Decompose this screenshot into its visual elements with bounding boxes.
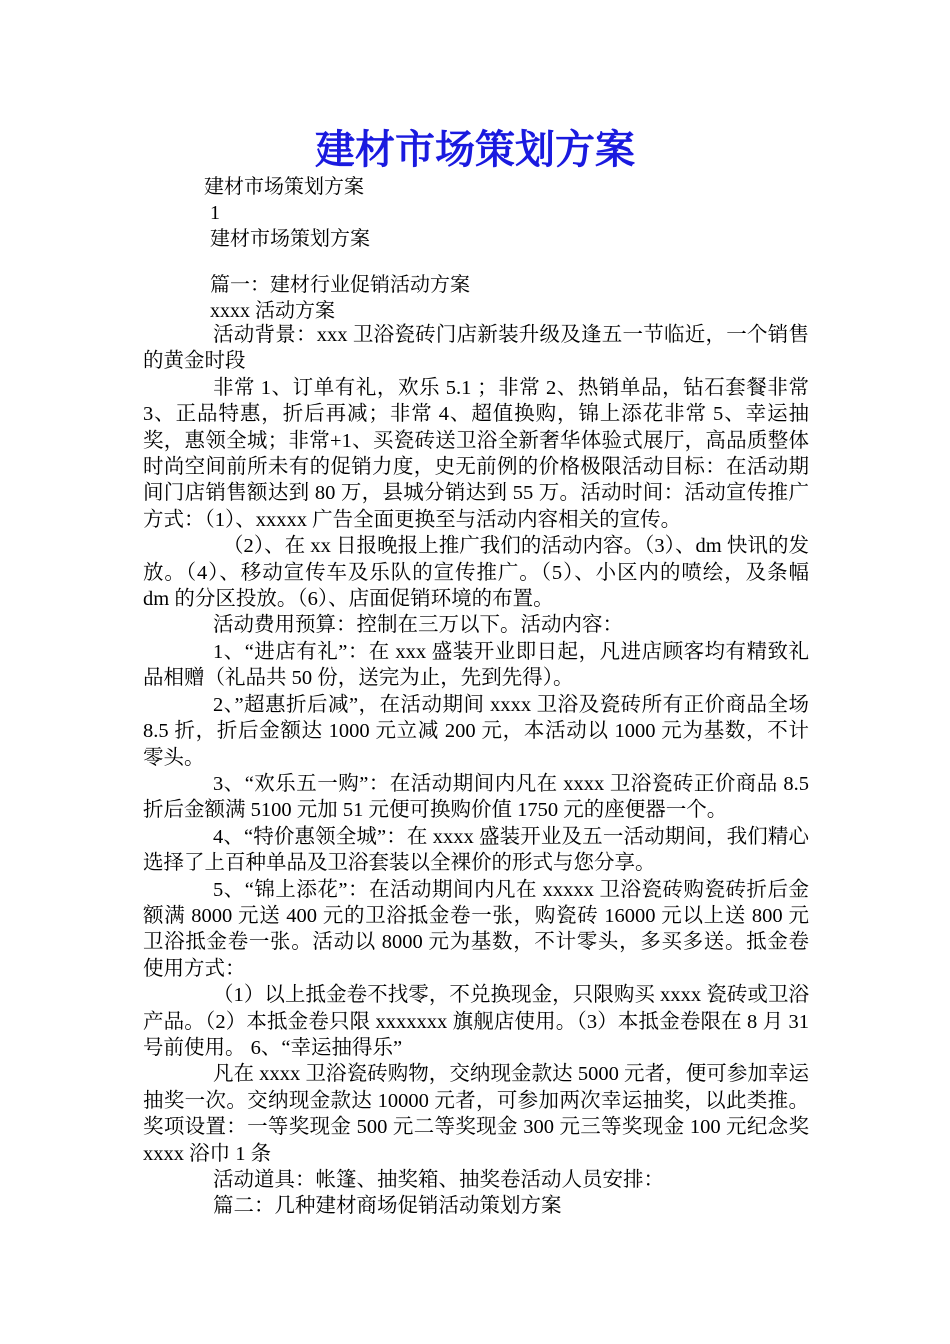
document-body: [143, 322, 809, 1220]
paragraph: （2）、在 xx 日报晚报上推广我们的活动内容。（3）、dm 快讯的发放。（4）、移动宣传车及乐队的宣传推广。（5）、小区内的喷绘，及条幅 dm 的分区投放。（6）、店面促销环境的布置。: [143, 535, 809, 611]
header-line-1: 建材市场策划方案: [204, 176, 364, 198]
paragraph: 2、”超惠折后减”，在活动期间 xxxx 卫浴及瓷砖所有正价商品全场 8.5 折，折后金额达 1000 元立减 200 元，本活动以 1000 元为基数，不计零头。: [143, 693, 809, 769]
paragraph: （1）以上抵金卷不找零，不兑换现金，只限购买 xxxx 瓷砖或卫浴产品。（2）本抵金卷只限 xxxxxxx 旗舰店使用。（3）本抵金卷限在 8 月 31 号前使用。 6、“幸运抽得乐”: [143, 984, 809, 1059]
header-line-2: 1: [210, 202, 220, 224]
paragraph: 活动背景：xxx 卫浴瓷砖门店新装升级及逢五一节临近，一个销售的黄金时段: [143, 324, 809, 373]
paragraph: 1、“进店有礼”：在 xxx 盛装开业即日起，凡进店顾客均有精致礼品相赠（礼品共 50 份，送完为止，先到先得）。: [143, 640, 809, 690]
paragraph: 3、“欢乐五一购”：在活动期间内凡在 xxxx 卫浴瓷砖正价商品 8.5 折后金额满 5100 元加 51 元便可换购价值 1750 元的座便器一个。: [143, 772, 809, 822]
paragraph: 4、“特价惠领全城”：在 xxxx 盛装开业及五一活动期间，我们精心选择了上百种单品及卫浴套装以全裸价的形式与您分享。: [143, 825, 809, 875]
header-line-3: 建材市场策划方案: [210, 228, 370, 250]
paragraph: 活动费用预算：控制在三万以下。活动内容：: [213, 614, 623, 637]
section-1-heading: 篇一：建材行业促销活动方案: [210, 274, 470, 296]
paragraph: 凡在 xxxx 卫浴瓷砖购物，交纳现金款达 5000 元者，便可参加幸运抽奖一次。交纳现金款达 10000 元者，可参加两次幸运抽奖，以此类推。奖项设置：一等奖现金 500 元二等奖现金 300 元三等奖现金 100 元纪念奖 xxxx 浴巾 1 条: [143, 1063, 809, 1165]
section-1-subheading: xxxx 活动方案: [210, 300, 335, 322]
section-2-heading: 篇二：几种建材商场促销活动策划方案: [213, 1195, 562, 1218]
paragraph: 活动道具：帐篷、抽奖箱、抽奖卷活动人员安排：: [213, 1169, 664, 1191]
paragraph: 5、“锦上添花”：在活动期间内凡在 xxxxx 卫浴瓷砖购瓷砖折后金额满 8000 元送 400 元的卫浴抵金卷一张，购瓷砖 16000 元以上送 800 元卫浴抵金卷一张。活动以 8000 元为基数，不计零头，多买多送。抵金卷使用方式：: [143, 878, 809, 980]
document-title: 建材市场策划方案: [315, 126, 635, 173]
paragraph: 非常 1、订单有礼，欢乐 5.1 ；非常 2、热销单品，钻石套餐非常 3、正品特惠，折后再减；非常 4、超值换购，锦上添花非常 5、幸运抽奖，惠领全城；非常+1、买瓷砖送卫浴全新奢华体验式展厅，高品质整体时尚空间前所未有的促销力度，史无前例的价格极限活动目标：在活动期间门店销售额达到 80 万，县城分销达到 55 万。活动时间：活动宣传推广方式：（1）、xxxxx 广告全面更换至与活动内容相关的宣传。: [143, 376, 809, 531]
